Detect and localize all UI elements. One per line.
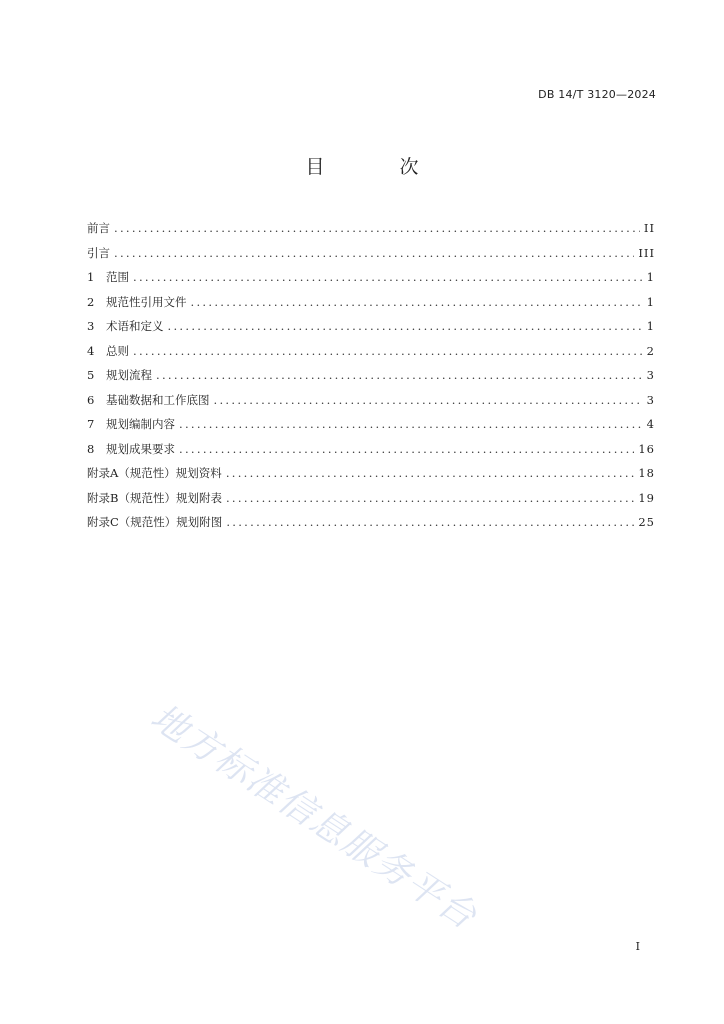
toc-item-number: 7 (87, 417, 95, 431)
toc-item-label: 基础数据和工作底图 (106, 392, 210, 407)
toc-item-label: 总则 (106, 343, 129, 358)
toc-item-page: 1 (646, 319, 655, 333)
toc-leader-dots (179, 414, 643, 434)
toc-item-foreword[interactable] (87, 218, 655, 243)
toc-item-planning-content[interactable] (87, 414, 655, 439)
toc-item-general-rules[interactable] (87, 341, 655, 366)
toc-item-label: 附录A（规范性）规划资料 (87, 466, 222, 480)
toc-item-label: 附录C（规范性）规划附图 (87, 515, 223, 529)
toc-item-page: 25 (638, 515, 655, 529)
table-of-contents (87, 218, 655, 537)
toc-item-page: III (638, 245, 655, 260)
toc-item-number: 2 (87, 294, 95, 309)
toc-leader-dots (226, 463, 635, 483)
toc-item-label: 规范性引用文件 (106, 294, 187, 309)
toc-item-introduction[interactable] (87, 243, 655, 268)
toc-item-page: 3 (646, 368, 655, 382)
toc-leader-dots (226, 488, 634, 508)
toc-item-label: 术语和定义 (106, 319, 164, 333)
toc-item-label: 附录B（规范性）规划附表 (87, 490, 222, 505)
toc-item-page: 3 (646, 392, 655, 407)
toc-item-page: 18 (638, 466, 655, 480)
toc-item-page: 1 (646, 294, 655, 309)
toc-item-number: 8 (87, 441, 95, 456)
toc-item-page: 4 (646, 417, 655, 431)
toc-item-label: 规划成果要求 (106, 441, 175, 456)
toc-item-planning-process[interactable] (87, 365, 655, 390)
toc-leader-dots (168, 316, 643, 336)
toc-item-normative-references[interactable] (87, 292, 655, 317)
toc-item-page: II (643, 221, 655, 235)
toc-leader-dots (226, 512, 634, 532)
toc-leader-dots (191, 292, 643, 312)
toc-item-number: 3 (87, 319, 95, 333)
toc-leader-dots (133, 267, 643, 287)
toc-item-appendix-b[interactable] (87, 488, 655, 513)
toc-item-label: 规划编制内容 (106, 417, 175, 431)
toc-leader-dots (114, 218, 640, 238)
toc-item-number: 4 (87, 343, 95, 358)
toc-leader-dots (156, 365, 643, 385)
toc-item-label: 前言 (87, 221, 110, 235)
toc-item-label: 范围 (106, 270, 129, 284)
toc-item-number: 6 (87, 392, 95, 407)
toc-item-page: 1 (646, 270, 655, 284)
toc-item-label: 规划流程 (106, 368, 152, 382)
toc-item-number: 1 (87, 270, 95, 284)
toc-item-number: 5 (87, 368, 95, 382)
toc-item-scope[interactable] (87, 267, 655, 292)
toc-item-appendix-a[interactable] (87, 463, 655, 488)
toc-item-terms-definitions[interactable] (87, 316, 655, 341)
toc-title: 目 次 (305, 156, 447, 178)
toc-item-page: 19 (638, 490, 655, 505)
page-number: I (635, 940, 640, 953)
document-code: DB 14/T 3120—2024 (538, 88, 656, 101)
toc-item-page: 2 (646, 343, 655, 358)
toc-leader-dots (179, 439, 634, 459)
toc-item-deliverable-requirements[interactable] (87, 439, 655, 464)
toc-item-appendix-c[interactable] (87, 512, 655, 537)
toc-item-page: 16 (638, 441, 655, 456)
watermark: 地方标准信息服务平台 (143, 696, 485, 939)
toc-leader-dots (133, 341, 643, 361)
toc-leader-dots (114, 243, 634, 263)
toc-leader-dots (214, 390, 643, 410)
toc-item-base-data[interactable] (87, 390, 655, 415)
toc-item-label: 引言 (87, 245, 110, 260)
